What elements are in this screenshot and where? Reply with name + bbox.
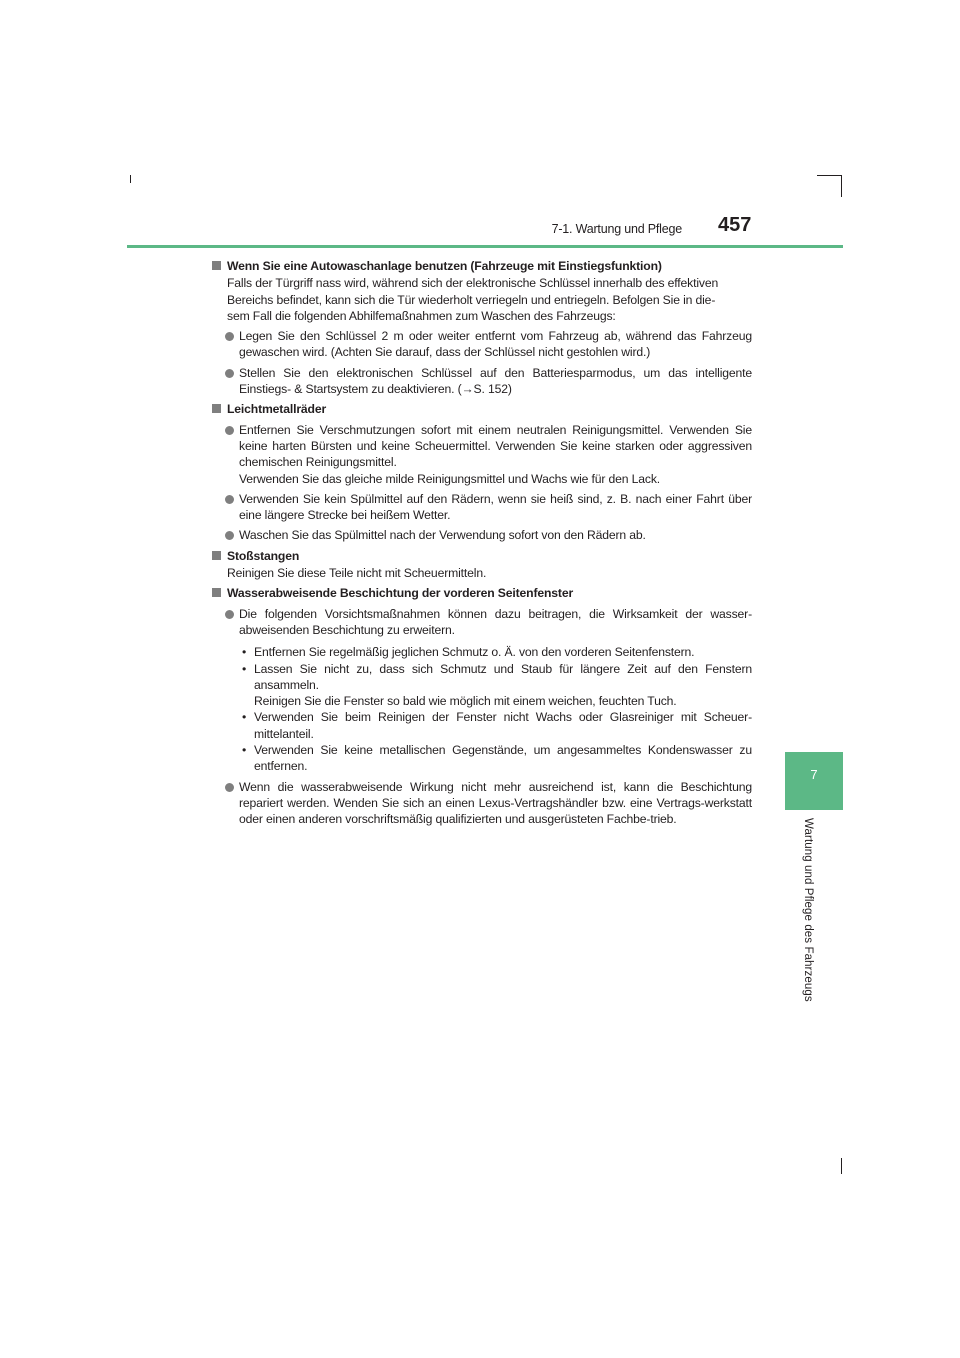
round-bullet-icon: [225, 783, 234, 792]
section-heading: [212, 401, 752, 417]
chapter-title-vertical: [802, 818, 820, 1023]
sub-item: [212, 709, 752, 742]
square-bullet-icon: [212, 261, 221, 270]
round-bullet-icon: [225, 426, 234, 435]
square-bullet-icon: [212, 588, 221, 597]
chapter-tab: 7: [785, 752, 843, 810]
bullet-text: Verwenden Sie das gleiche milde Reinigungsmittel und Wachs wie für den Lack.: [239, 471, 661, 486]
crop-mark: [841, 1158, 842, 1174]
section-heading: [212, 585, 752, 601]
crop-mark: [130, 175, 131, 183]
bullet-text: Waschen Sie das Spülmittel nach der Verwendung sofort von den Rädern ab.: [239, 528, 646, 543]
bullet-text: Wenn die wasserabweisende Wirkung nicht mehr ausreichend ist, kann die Beschichtung repariert werden. Wenden Sie sich an einen Lexus-Vertragshändler bzw. eine Vertrags-werkstatt oder einen anderen vorschriftsmäßig qualifizierten und ausgerüsteten Fachbe-trieb.: [239, 779, 752, 827]
bullet-item: [212, 779, 752, 828]
bullet-item: [212, 491, 752, 524]
section-intro: [212, 275, 752, 324]
sub-item-text: Reinigen Sie die Fenster so bald wie möglich mit einem weichen, feuchten Tuch.: [254, 694, 677, 709]
sub-item-text: Verwenden Sie keine metallischen Gegenstände, um angesammeltes Kondenswasser zu entfernen.: [254, 743, 752, 774]
sub-item-text: Verwenden Sie beim Reinigen der Fenster nicht Wachs oder Glasreiniger mit Scheuer-mittelanteil.: [254, 710, 752, 741]
section-heading-text: Leichtmetallräder: [227, 402, 327, 417]
round-bullet-icon: [225, 531, 234, 540]
sub-bullet-marker: •: [242, 661, 247, 676]
bullet-item: [212, 606, 752, 639]
header-rule: [127, 245, 843, 248]
bullet-text: Entfernen Sie Verschmutzungen sofort mit einem neutralen Reinigungsmittel. Verwenden Sie keine harten Bürsten und keine Scheuermittel. Verwenden Sie keine starken oder aggressiven chemischen Reinigungsmittel.: [239, 422, 752, 470]
bullet-item: [212, 527, 752, 543]
bullet-text: Legen Sie den Schlüssel 2 m oder weiter entfernt vom Fahrzeug ab, während das Fahrzeug gewaschen wird. (Achten Sie darauf, dass der Schlüssel nicht gestohlen wird.): [239, 329, 752, 360]
intro-line: sem Fall die folgenden Abhilfemaßnahmen zum Waschen des Fahrzeugs:: [227, 308, 616, 323]
round-bullet-icon: [225, 369, 234, 378]
page-content: [212, 258, 752, 828]
bullet-text: Stellen Sie den elektronischen Schlüssel auf den Batteriesparmodus, um das intelligente Einstiegs- & Startsystem zu deaktivieren. (→S. 152): [239, 365, 752, 397]
square-bullet-icon: [212, 404, 221, 413]
page-number: 457: [718, 214, 752, 236]
sub-item: [212, 661, 752, 710]
sub-bullet-marker: •: [242, 743, 247, 758]
running-header-title: 7-1. Wartung und Pflege: [551, 222, 682, 236]
sub-item-text: Entfernen Sie regelmäßig jeglichen Schmutz o. Ä. von den vorderen Seitenfenstern.: [254, 645, 695, 660]
bullet-item: [212, 328, 752, 361]
bullet-item: [212, 422, 752, 487]
intro-line: Falls der Türgriff nass wird, während sich der elektronische Schlüssel innerhalb des effektiven: [227, 276, 719, 291]
intro-line: Bereichs befindet, kann sich die Tür wiederholt verriegeln und entriegeln. Befolgen Sie in die-: [227, 292, 716, 307]
round-bullet-icon: [225, 332, 234, 341]
section-heading-text: Wenn Sie eine Autowaschanlage benutzen (Fahrzeuge mit Einstiegsfunktion): [227, 259, 662, 273]
bullet-item: [212, 365, 752, 398]
crop-mark: [817, 175, 841, 176]
sub-bullet-marker: •: [242, 710, 247, 725]
section-heading: [212, 548, 752, 564]
section-heading-text: Wasserabweisende Beschichtung der vorderen Seitenfenster: [227, 586, 574, 601]
section-heading: [212, 258, 752, 274]
square-bullet-icon: [212, 551, 221, 560]
sub-bullet-marker: •: [242, 645, 247, 660]
round-bullet-icon: [225, 610, 234, 619]
chapter-title-text: Wartung und Pflege des Fahrzeugs: [802, 818, 814, 1002]
round-bullet-icon: [225, 495, 234, 504]
sub-item: [212, 742, 752, 775]
crop-mark: [841, 175, 842, 197]
bullet-text: Verwenden Sie kein Spülmittel auf den Rädern, wenn sie heiß sind, z. B. nach einer Fahrt über eine längere Strecke bei heißem Wetter.: [239, 491, 752, 523]
section-text: Reinigen Sie diese Teile nicht mit Scheuermitteln.: [227, 566, 487, 581]
sub-item-text: Lassen Sie nicht zu, dass sich Schmutz und Staub für längere Zeit auf den Fenstern ansammeln.: [254, 661, 752, 692]
section-heading-text: Stoßstangen: [227, 548, 300, 563]
sub-item: [212, 644, 752, 660]
bullet-text: Die folgenden Vorsichtsmaßnahmen können dazu beitragen, die Wirksamkeit der wasser-abweisenden Beschichtung zu erweitern.: [239, 606, 752, 637]
